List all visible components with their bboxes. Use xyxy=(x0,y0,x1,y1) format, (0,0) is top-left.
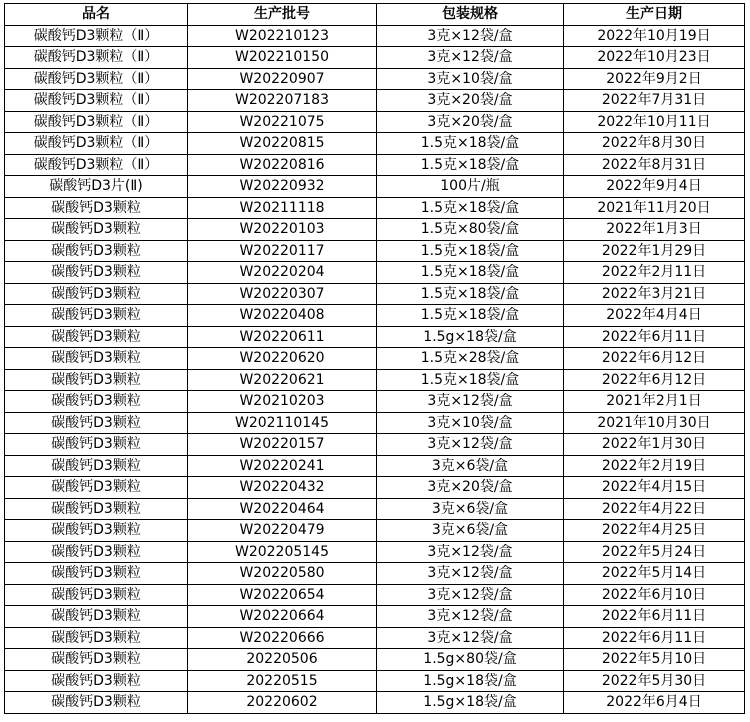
production-date-cell: 2022年1月3日 xyxy=(564,219,745,241)
package-spec-cell: 1.5克×18袋/盒 xyxy=(377,133,564,155)
batch-number-cell: W20220907 xyxy=(188,68,377,90)
package-spec-cell: 1.5克×18袋/盒 xyxy=(377,305,564,327)
header-batch-number: 生产批号 xyxy=(188,4,377,26)
table-row xyxy=(5,90,745,112)
table-row xyxy=(5,305,745,327)
batch-number-cell: W20221075 xyxy=(188,111,377,133)
product-name-cell: 碳酸钙D3颗粒 xyxy=(5,219,188,241)
table-body xyxy=(5,25,745,713)
product-name-cell: 碳酸钙D3颗粒 xyxy=(5,455,188,477)
table-row xyxy=(5,47,745,69)
product-name-cell: 碳酸钙D3颗粒 xyxy=(5,627,188,649)
production-date-cell: 2022年6月12日 xyxy=(564,369,745,391)
product-name-cell: 碳酸钙D3颗粒 xyxy=(5,434,188,456)
batch-number-cell: W20220117 xyxy=(188,240,377,262)
production-date-cell: 2022年4月4日 xyxy=(564,305,745,327)
product-name-cell: 碳酸钙D3颗粒（Ⅱ） xyxy=(5,25,188,47)
table-row xyxy=(5,455,745,477)
batch-number-cell: W202210150 xyxy=(188,47,377,69)
batch-number-cell: W20220664 xyxy=(188,606,377,628)
production-date-cell: 2022年8月30日 xyxy=(564,133,745,155)
production-date-cell: 2022年2月19日 xyxy=(564,455,745,477)
table-row xyxy=(5,391,745,413)
product-name-cell: 碳酸钙D3颗粒 xyxy=(5,326,188,348)
package-spec-cell: 1.5g×80袋/盒 xyxy=(377,649,564,671)
package-spec-cell: 1.5克×18袋/盒 xyxy=(377,154,564,176)
package-spec-cell: 1.5克×18袋/盒 xyxy=(377,197,564,219)
product-name-cell: 碳酸钙D3颗粒 xyxy=(5,670,188,692)
batch-number-cell: W20220932 xyxy=(188,176,377,198)
batch-number-cell: W20220432 xyxy=(188,477,377,499)
batch-number-cell: W202110145 xyxy=(188,412,377,434)
package-spec-cell: 3克×12袋/盒 xyxy=(377,47,564,69)
product-name-cell: 碳酸钙D3颗粒 xyxy=(5,391,188,413)
batch-number-cell: W20220307 xyxy=(188,283,377,305)
product-name-cell: 碳酸钙D3颗粒 xyxy=(5,197,188,219)
package-spec-cell: 3克×12袋/盒 xyxy=(377,563,564,585)
product-name-cell: 碳酸钙D3颗粒 xyxy=(5,305,188,327)
table-row xyxy=(5,412,745,434)
batch-number-cell: W20220408 xyxy=(188,305,377,327)
package-spec-cell: 3克×10袋/盒 xyxy=(377,412,564,434)
table-row xyxy=(5,326,745,348)
package-spec-cell: 100片/瓶 xyxy=(377,176,564,198)
production-date-cell: 2022年6月11日 xyxy=(564,326,745,348)
product-name-cell: 碳酸钙D3颗粒（Ⅱ） xyxy=(5,111,188,133)
product-name-cell: 碳酸钙D3颗粒（Ⅱ） xyxy=(5,133,188,155)
product-name-cell: 碳酸钙D3颗粒 xyxy=(5,283,188,305)
batch-number-cell: 20220506 xyxy=(188,649,377,671)
product-name-cell: 碳酸钙D3颗粒 xyxy=(5,541,188,563)
batch-number-cell: W20220204 xyxy=(188,262,377,284)
product-name-cell: 碳酸钙D3颗粒 xyxy=(5,477,188,499)
table-row xyxy=(5,154,745,176)
table-row xyxy=(5,649,745,671)
package-spec-cell: 3克×12袋/盒 xyxy=(377,584,564,606)
package-spec-cell: 1.5克×18袋/盒 xyxy=(377,369,564,391)
table-row xyxy=(5,606,745,628)
table-row xyxy=(5,434,745,456)
batch-number-cell: W20220611 xyxy=(188,326,377,348)
batch-number-cell: W202205145 xyxy=(188,541,377,563)
header-package-spec: 包装规格 xyxy=(377,4,564,26)
production-date-cell: 2022年1月29日 xyxy=(564,240,745,262)
product-name-cell: 碳酸钙D3颗粒 xyxy=(5,563,188,585)
table-row xyxy=(5,68,745,90)
production-date-cell: 2021年10月30日 xyxy=(564,412,745,434)
batch-number-cell: W20220241 xyxy=(188,455,377,477)
batch-number-cell: W20211118 xyxy=(188,197,377,219)
header-production-date: 生产日期 xyxy=(564,4,745,26)
header-product-name: 品名 xyxy=(5,4,188,26)
product-name-cell: 碳酸钙D3颗粒 xyxy=(5,649,188,671)
production-date-cell: 2022年3月21日 xyxy=(564,283,745,305)
table-row xyxy=(5,584,745,606)
batch-number-cell: W20220654 xyxy=(188,584,377,606)
batch-number-cell: 20220602 xyxy=(188,692,377,714)
package-spec-cell: 1.5克×18袋/盒 xyxy=(377,240,564,262)
product-name-cell: 碳酸钙D3颗粒 xyxy=(5,412,188,434)
package-spec-cell: 3克×12袋/盒 xyxy=(377,541,564,563)
production-date-cell: 2022年6月4日 xyxy=(564,692,745,714)
product-name-cell: 碳酸钙D3片(Ⅱ) xyxy=(5,176,188,198)
batch-number-cell: W20220464 xyxy=(188,498,377,520)
production-date-cell: 2022年5月10日 xyxy=(564,649,745,671)
table-row xyxy=(5,563,745,585)
product-name-cell: 碳酸钙D3颗粒（Ⅱ） xyxy=(5,154,188,176)
package-spec-cell: 3克×12袋/盒 xyxy=(377,606,564,628)
package-spec-cell: 3克×12袋/盒 xyxy=(377,627,564,649)
production-date-cell: 2022年7月31日 xyxy=(564,90,745,112)
batch-number-cell: W20220157 xyxy=(188,434,377,456)
package-spec-cell: 1.5克×80袋/盒 xyxy=(377,219,564,241)
table-row xyxy=(5,670,745,692)
product-name-cell: 碳酸钙D3颗粒 xyxy=(5,498,188,520)
package-spec-cell: 3克×12袋/盒 xyxy=(377,25,564,47)
production-date-cell: 2022年6月12日 xyxy=(564,348,745,370)
production-date-cell: 2022年5月14日 xyxy=(564,563,745,585)
table-row xyxy=(5,111,745,133)
package-spec-cell: 1.5g×18袋/盒 xyxy=(377,692,564,714)
product-name-cell: 碳酸钙D3颗粒（Ⅱ） xyxy=(5,47,188,69)
product-batch-table xyxy=(4,3,745,714)
production-date-cell: 2021年11月20日 xyxy=(564,197,745,219)
package-spec-cell: 3克×20袋/盒 xyxy=(377,477,564,499)
production-date-cell: 2021年2月1日 xyxy=(564,391,745,413)
product-name-cell: 碳酸钙D3颗粒（Ⅱ） xyxy=(5,68,188,90)
batch-number-cell: W20210203 xyxy=(188,391,377,413)
product-name-cell: 碳酸钙D3颗粒 xyxy=(5,584,188,606)
batch-number-cell: 20220515 xyxy=(188,670,377,692)
product-name-cell: 碳酸钙D3颗粒 xyxy=(5,520,188,542)
product-name-cell: 碳酸钙D3颗粒 xyxy=(5,262,188,284)
package-spec-cell: 3克×20袋/盒 xyxy=(377,90,564,112)
production-date-cell: 2022年1月30日 xyxy=(564,434,745,456)
table-row xyxy=(5,348,745,370)
table-row xyxy=(5,240,745,262)
table-row xyxy=(5,25,745,47)
table-header xyxy=(5,4,745,26)
table-row xyxy=(5,262,745,284)
production-date-cell: 2022年5月30日 xyxy=(564,670,745,692)
package-spec-cell: 3克×12袋/盒 xyxy=(377,434,564,456)
package-spec-cell: 1.5g×18袋/盒 xyxy=(377,670,564,692)
product-name-cell: 碳酸钙D3颗粒（Ⅱ） xyxy=(5,90,188,112)
product-name-cell: 碳酸钙D3颗粒 xyxy=(5,606,188,628)
table-row xyxy=(5,219,745,241)
table-row xyxy=(5,477,745,499)
package-spec-cell: 1.5g×18袋/盒 xyxy=(377,326,564,348)
package-spec-cell: 3克×6袋/盒 xyxy=(377,498,564,520)
package-spec-cell: 1.5克×18袋/盒 xyxy=(377,262,564,284)
product-name-cell: 碳酸钙D3颗粒 xyxy=(5,240,188,262)
production-date-cell: 2022年9月4日 xyxy=(564,176,745,198)
package-spec-cell: 3克×6袋/盒 xyxy=(377,520,564,542)
table-row xyxy=(5,692,745,714)
production-date-cell: 2022年6月11日 xyxy=(564,606,745,628)
table-row xyxy=(5,133,745,155)
table-row xyxy=(5,283,745,305)
table-row xyxy=(5,498,745,520)
production-date-cell: 2022年9月2日 xyxy=(564,68,745,90)
product-name-cell: 碳酸钙D3颗粒 xyxy=(5,369,188,391)
batch-number-cell: W20220816 xyxy=(188,154,377,176)
package-spec-cell: 3克×20袋/盒 xyxy=(377,111,564,133)
production-date-cell: 2022年2月11日 xyxy=(564,262,745,284)
batch-number-cell: W20220103 xyxy=(188,219,377,241)
batch-number-cell: W202210123 xyxy=(188,25,377,47)
table-row xyxy=(5,176,745,198)
production-date-cell: 2022年10月11日 xyxy=(564,111,745,133)
production-date-cell: 2022年5月24日 xyxy=(564,541,745,563)
product-name-cell: 碳酸钙D3颗粒 xyxy=(5,692,188,714)
table-row xyxy=(5,197,745,219)
package-spec-cell: 3克×12袋/盒 xyxy=(377,391,564,413)
header-row xyxy=(5,4,745,26)
production-date-cell: 2022年6月11日 xyxy=(564,627,745,649)
production-date-cell: 2022年4月22日 xyxy=(564,498,745,520)
production-date-cell: 2022年8月31日 xyxy=(564,154,745,176)
production-date-cell: 2022年10月19日 xyxy=(564,25,745,47)
production-date-cell: 2022年10月23日 xyxy=(564,47,745,69)
production-date-cell: 2022年6月10日 xyxy=(564,584,745,606)
batch-number-cell: W20220479 xyxy=(188,520,377,542)
production-date-cell: 2022年4月15日 xyxy=(564,477,745,499)
product-name-cell: 碳酸钙D3颗粒 xyxy=(5,348,188,370)
table-row xyxy=(5,520,745,542)
package-spec-cell: 1.5克×28袋/盒 xyxy=(377,348,564,370)
batch-number-cell: W20220620 xyxy=(188,348,377,370)
batch-number-cell: W20220666 xyxy=(188,627,377,649)
batch-number-cell: W20220580 xyxy=(188,563,377,585)
table-row xyxy=(5,369,745,391)
batch-number-cell: W202207183 xyxy=(188,90,377,112)
table-row xyxy=(5,541,745,563)
batch-number-cell: W20220621 xyxy=(188,369,377,391)
production-date-cell: 2022年4月25日 xyxy=(564,520,745,542)
package-spec-cell: 1.5克×18袋/盒 xyxy=(377,283,564,305)
table-row xyxy=(5,627,745,649)
package-spec-cell: 3克×6袋/盒 xyxy=(377,455,564,477)
package-spec-cell: 3克×10袋/盒 xyxy=(377,68,564,90)
batch-number-cell: W20220815 xyxy=(188,133,377,155)
